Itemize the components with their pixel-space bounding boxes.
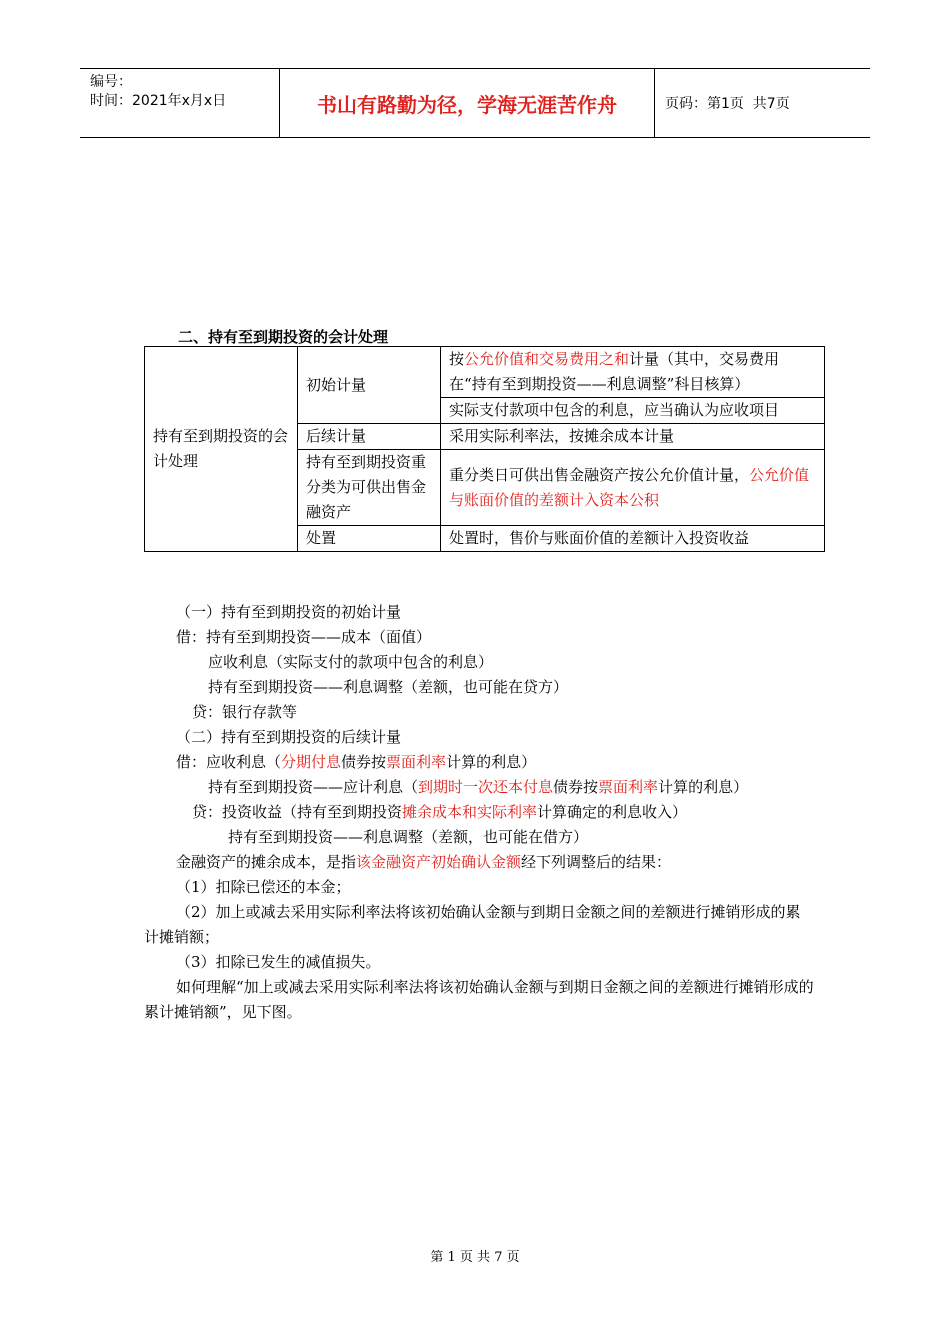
paragraph: 持有至到期投资——利息调整（差额，也可能在借方）	[228, 828, 589, 846]
footer-page-number: 第 1 页 共 7 页	[430, 1250, 520, 1265]
reclassification-label: 持有至到期投资重分类为可供出售金融资产	[298, 450, 441, 526]
page-footer	[0, 1246, 950, 1265]
header-motto: 书山有路勤为径，学海无涯苦作舟	[280, 69, 655, 137]
document-number-label: 编号：	[90, 74, 132, 90]
highlight-text: 公允价值和交易费用之和	[464, 350, 630, 368]
paragraph: 借：应收利息（分期付息债券按票面利率计算的利息）	[176, 753, 537, 771]
paragraph: 持有至到期投资——利息调整（差额，也可能在贷方）	[208, 678, 569, 696]
summary-table	[144, 346, 825, 552]
table-row-header: 持有至到期投资的会计处理	[145, 347, 298, 552]
paragraph: 应收利息（实际支付的款项中包含的利息）	[208, 653, 494, 671]
subsequent-measurement-text: 采用实际利率法，按摊余成本计量	[441, 424, 825, 450]
paragraph: （二）持有至到期投资的后续计量	[176, 728, 402, 746]
page-header	[80, 68, 870, 138]
paragraph: （2）加上或减去采用实际利率法将该初始确认金额与到期日金额之间的差额进行摊销形成的累计摊销额；	[144, 903, 801, 946]
initial-measurement-text-1: 按公允价值和交易费用之和计量（其中，交易费用在“持有至到期投资——利息调整”科目核算）	[441, 347, 825, 398]
header-page-info	[655, 69, 870, 137]
header-meta	[80, 69, 280, 137]
paragraph: （1）扣除已偿还的本金；	[176, 878, 351, 896]
document-date-label: 时间：2021年x月x日	[90, 93, 227, 109]
paragraph: 贷：投资收益（持有至到期投资摊余成本和实际利率计算确定的利息收入）	[192, 803, 688, 821]
paragraph: （3）扣除已发生的减值损失。	[176, 953, 381, 971]
initial-measurement-text-2: 实际支付款项中包含的利息，应当确认为应收项目	[441, 398, 825, 424]
subsequent-measurement-label: 后续计量	[298, 424, 441, 450]
reclassification-text: 重分类日可供出售金融资产按公允价值计量，公允价值与账面价值的差额计入资本公积	[441, 450, 825, 526]
paragraph: 金融资产的摊余成本，是指该金融资产初始确认金额经下列调整后的结果：	[176, 853, 672, 871]
highlight-text: 公允价值与账面价值的差额计入资本公积	[449, 465, 810, 509]
paragraph: 贷：银行存款等	[192, 703, 298, 721]
section-title: 二、持有至到期投资的会计处理	[178, 328, 389, 346]
paragraph: 借：持有至到期投资——成本（面值）	[176, 628, 432, 646]
disposal-label: 处置	[298, 526, 441, 552]
paragraph: （一）持有至到期投资的初始计量	[176, 603, 402, 621]
paragraph: 如何理解“加上或减去采用实际利率法将该初始确认金额与到期日金额之间的差额进行摊销形成的累计摊销额”，见下图。	[144, 978, 814, 1021]
paragraph: 持有至到期投资——应计利息（到期时一次还本付息债券按票面利率计算的利息）	[208, 778, 749, 796]
header-page-label: 页码：第1页 共7页	[665, 96, 790, 112]
body-text	[144, 600, 814, 1025]
initial-measurement-label: 初始计量	[298, 347, 441, 424]
disposal-text: 处置时，售价与账面价值的差额计入投资收益	[441, 526, 825, 552]
